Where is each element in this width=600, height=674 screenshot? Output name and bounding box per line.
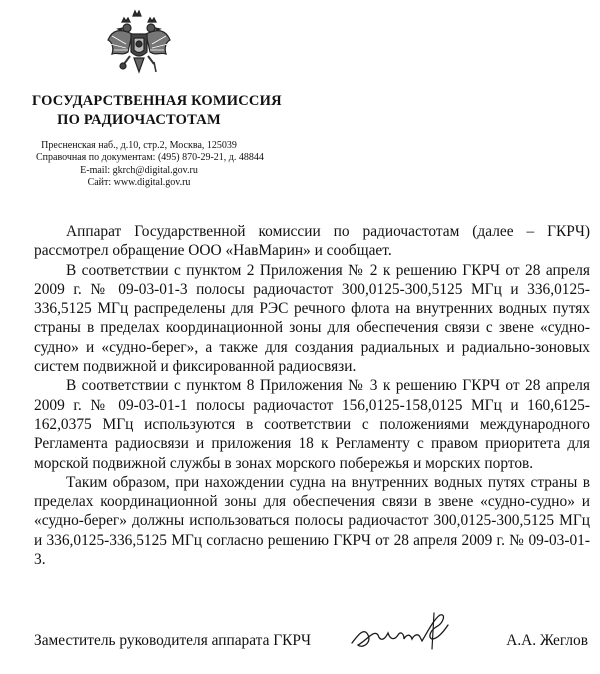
signer-name: А.А. Жеглов: [506, 632, 588, 649]
phone: Справочная по документам: (495) 870-29-21, д. 48844: [36, 152, 264, 164]
paragraph-4: Таким образом, при нахождении судна на внутренних водных путях страны в пределах координационной зоны для обеспечения связи в звене «судно-судно» и «судно-берег» должны использоваться полосы радиочастот 300,0125-300,5125 МГц и 336,0125-336,5125 МГц согласно решению ГКРЧ от 28 апреля 2009 г. № 09-03-01-3.: [34, 473, 590, 569]
handwritten-signature: [348, 605, 456, 655]
paragraph-1: Аппарат Государственной комиссии по радиочастотам (далее – ГКРЧ) рассмотрел обращение ООО «НавМарин» и сообщает.: [34, 223, 590, 260]
double-headed-eagle-emblem: [106, 6, 172, 84]
address: Пресненская наб., д.10, стр.2, Москва, 125039: [41, 140, 237, 151]
paragraph-3: В соответствии с пунктом 8 Приложения № 3 к решению ГКРЧ от 28 апреля 2009 г. № 09-03-01-1 полосы радиочастот 156,0125-158,0125 МГц и 160,6125-162,0375 МГц используются в соответствии с положениями международного Регламента радиосвязи и приложения 18 к Регламенту с правом приоритета для морской подвижной службы в зонах морского побережья и морских портов.: [34, 377, 590, 472]
organization-title: [32, 92, 282, 130]
email: E-mail: gkrch@digital.gov.ru: [80, 164, 198, 176]
signer-title: Заместитель руководителя аппарата ГКРЧ: [34, 632, 311, 649]
org-title-line1: ГОСУДАРСТВЕННАЯ КОМИССИЯ: [32, 93, 282, 109]
paragraph-2: В соответствии с пунктом 2 Приложения № 2 к решению ГКРЧ от 28 апреля 2009 г. № 09-03-01-3 полосы радиочастот 300,0125-300,5125 МГц и 336,0125-336,5125 МГц распределены для РЭС речного флота на внутренних водных путях страны в пределах координационной зоны для обеспечения связи с звене «судно-судно» и «судно-берег», а также для создания радиальных и радиально-зоновых систем подвижной и фиксированной радиосвязи.: [34, 261, 590, 376]
org-title-line2: ПО РАДИОЧАСТОТАМ: [57, 112, 221, 128]
website: Сайт: www.digital.gov.ru: [87, 176, 191, 188]
letter-body: [34, 222, 590, 569]
contact-block: [36, 140, 264, 189]
